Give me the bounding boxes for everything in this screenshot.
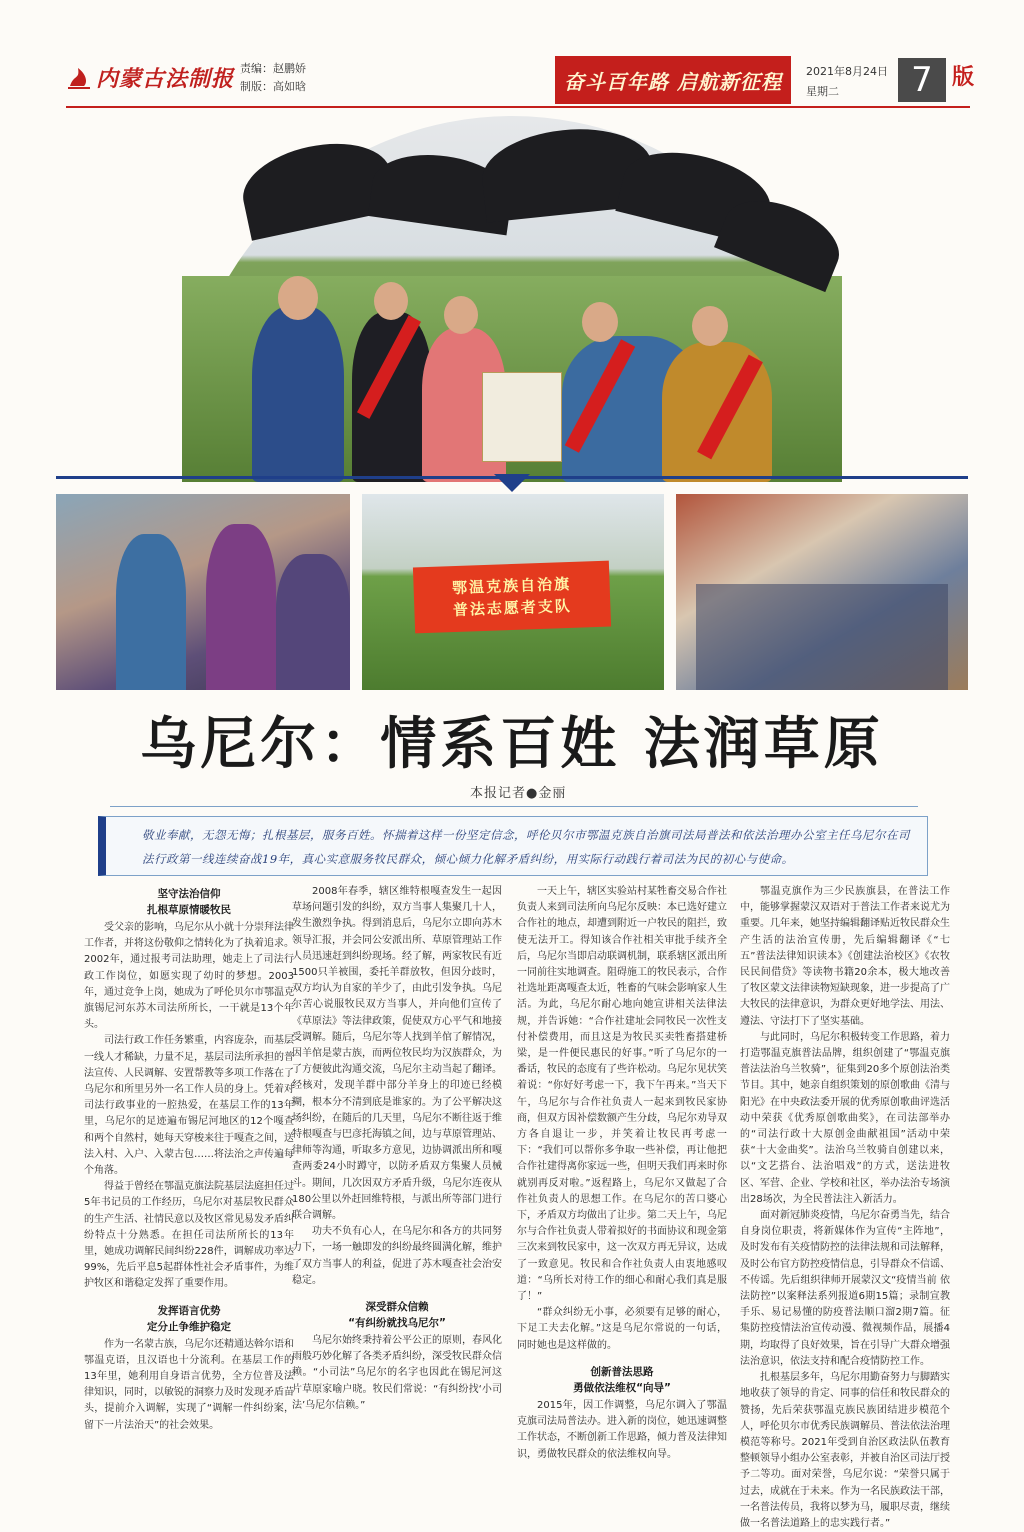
section-title-line: 坚守法治信仰 [157,888,221,900]
column-2 [292,884,502,1480]
masthead [0,0,1024,112]
banner-line-1: 鄂温克族自治旗 [451,574,572,598]
paragraph: 得益于曾经在鄂温克旗法院基层法庭担任过5年书记员的工作经历，乌尼尔对基层牧民群众的生产生活、社情民意以及牧区常见易发矛盾纠纷特点十分熟悉。在担任司法所所长的13年里，她成功调解民间纠纷228件，调解成功率达99%，先后平息5起群体性社会矛盾事件，为维护牧区和谐稳定发挥了重要作用。 [84,1181,294,1290]
masthead-rule [66,106,970,108]
crowd [696,584,948,690]
byline: 本报记者●金丽 [470,786,567,801]
weekday-text: 星期二 [806,85,839,98]
person [252,306,344,482]
paragraph: 扎根基层多年，乌尼尔用勤奋努力与脚踏实地收获了领导的肯定、同事的信任和牧民群众的赞扬，先后荣获鄂温克族民族团结进步模范个人，呼伦贝尔市优秀民族调解员、普法依法治理模范等称号。2021年受到自治区政法队伍教育整顿领导小组办公室表彰，并被自治区司法厅授予二等功。面对荣誉，乌尼尔说：“荣誉只属于过去，成就在于未来。作为一名民族政法干部，一名普法传员，我将以梦为马，履职尽责，继续做一名普法道路上的忠实践行者。” [740,1372,950,1529]
logo-text: 内蒙古法制报 [96,65,235,92]
section-title-line: 创新普法思路 [590,1365,654,1378]
person [276,554,350,690]
paragraph: “群众纠纷无小事，必须要有足够的耐心，下足工夫去化解。”这是乌尼尔常说的一句话，同时她也是这样做的。 [517,1307,727,1351]
volunteer-banner [413,561,611,634]
leaflet-stand [482,372,562,462]
person-head [374,282,408,320]
producer-credit: 制版：高如晗 [240,80,306,93]
section-title-line: 扎根草原情暖牧民 [147,904,231,916]
section-title-line: 发挥语言优势 [157,1304,221,1317]
column-4 [740,884,950,1529]
person-head [582,302,618,342]
photo-herdswomen [56,494,350,690]
person [116,534,186,690]
paragraph: 与此同时，乌尼尔积极转变工作思路，着力打造鄂温克旗普法品牌，组织创建了“鄂温克旗普法法治乌兰牧骑”，征集到20多个原创法治类节目。其中，她亲自组织策划的原创歌曲《清与阳光》在中央政法委开展的优秀原创歌曲评选活动中荣获《优秀原创歌曲奖》，在司法部举办的“司法行政十大原创金曲献祖国”活动中荣获“十大金曲奖”。法治乌兰牧骑自创建以来，以“文艺搭台、法治唱戏”的方式，送法进牧区、军营、企业、学校和社区，举办法治专场演出28场次，为全民普法注入新活力。 [740,1031,950,1205]
section-2-title [84,1303,294,1335]
lead-box [98,816,928,876]
section-4-title [517,1364,727,1396]
hero-photo [182,116,842,482]
person-head [692,306,728,346]
page-unit: 版 [952,64,975,90]
banner-line-2: 普法志愿者支队 [452,596,573,620]
section-1-title [84,886,294,918]
section-title-line: 勇做依法维权“向导” [573,1381,671,1394]
article-body [84,884,984,1529]
paragraph: 司法行政工作任务繁重，内容庞杂，而基层一线人才稀缺，力量不足，基层司法所承担的普法宣传、人民调解、安置帮教等多项工作落在了乌尼尔和所里另外一名工作人员的身上。凭着对司法行政事业的一腔热爱，在基层工作的13年里，乌尼尔的足迹遍布锡尼河地区的12个嘎查和两个自然村，她每天穿梭来往于嘎查之间，送法入村、入户、入蒙古包……将法治之声传遍每个角落。 [84,1035,294,1177]
person-head [278,276,318,320]
section-title-line: “有纠纷就找乌尼尔” [348,1317,446,1330]
paragraph: 作为一名蒙古族，乌尼尔还精通达斡尔语和鄂温克语，且汉语也十分流利。在基层工作的13年里，她利用自身语言优势，全方位普及法律知识，同时，以敏锐的洞察力及时发现矛盾苗头，提前介入调解，实现了“调解一件纠纷案，留下一片法治天”的社会效果。 [84,1338,294,1431]
article-headline: 乌尼尔：情系百姓 法润草原 [140,711,884,777]
paragraph: 面对新冠肺炎疫情，乌尼尔奋勇当先，结合自身岗位职责，将新媒体作为宣传“主阵地”，及时发布有关疫情防控的法律法规和司法解释，及时公布官方防控疫情信息，引导群众不信谣、不传谣。先后组织律师开展蒙汉文“疫情当前 依法防控”以案释法系列报道6期15篇；录制宣教手乐、易记易懂的防疫普法顺口溜2期7篇。征集防控疫情法治宣传动漫、微视频作品，展播4期，均取得了良好效果，旨在引导广大群众增强法治意识，依法支持和配合疫情防控工作。 [740,1210,950,1367]
issue-date [806,62,888,102]
slogan-banner [555,56,791,104]
section-title-line: 深受群众信赖 [365,1301,429,1314]
paragraph: 功夫不负有心人，在乌尼尔和各方的共同努力下，一场一触即发的纠纷最终圆满化解，维护了双方当事人的利益，促进了苏木嘎查社会治安稳定。 [292,1226,502,1286]
slogan-text: 奋斗百年路 启航新征程 [564,69,782,94]
section-3-title [292,1299,502,1331]
section-title-line: 定分止争维护稳定 [147,1320,231,1333]
editor-credit: 责编：赵鹏娇 [240,62,306,75]
page-number: 7 [898,58,946,102]
paragraph: 2008年春季，辖区维特根嘎查发生一起因草场问题引发的纠纷，双方当事人集聚几十人，发生激烈争执。得到消息后，乌尼尔立即向苏木领导汇报，并会同公安派出所、草原管理站工作人员迅速赶到纠纷现场。经了解，两家牧民有近1500只羊被围，委托羊群放牧，但因分歧时，双方均认为自家的羊少了，由此引发争执。乌尼尔苦心说服牧民双方当事人，并向他们宣传了《草原法》等法律政策，促使双方心平气和地接受调解。随后，乌尼尔等人找到羊倌了解情况，因羊倌是蒙古族，而两位牧民均为汉族群众，为了方便彼此沟通交流，乌尼尔主动当起了翻译。经核对，发现羊群中部分羊身上的印迹已经模糊，根本分不清到底是谁家的。为了公平解决这场纠纷，在随后的几天里，乌尼尔不断往返于维特根嘎查与巴彦托海镇之间，边与草原管理站、律师等沟通，听取多方意见，边协调派出所和嘎查两委24小时蹲守，以防矛盾双方集聚人员械斗。期间，几次因双方矛盾升级，乌尼尔连夜从180公里以外赶回维特根，与派出所等部门进行联合调解。 [292,886,502,1222]
column-1 [84,884,294,1480]
flame-logo-icon [66,64,92,90]
photo-village-meeting [676,494,968,690]
person-head [444,296,478,334]
paragraph: 一天上午，辖区实验站村某牲畜交易合作社负责人来到司法所向乌尼尔反映：本已选好建立合作社的地点，却遭到附近一户牧民的阻拦，致使无法开工。得知该合作社相关审批手续齐全后，乌尼尔当即启动联调机制，联系辖区派出所一同前往实地调查。阻碍施工的牧民表示，合作社选址距离嘎查太近，牲畜的气味会影响家人生活。为此，乌尼尔耐心地向她宣讲相关法律法规，并告诉她：“合作社建址会同牧民一次性支付补偿费用，而且这是为牧民买卖牲畜搭建桥梁，是一件便民惠民的好事。”听了乌尼尔的一番话，牧民的态度有了些许松动。乌尼尔见状笑着说：“你好好考虑一下，我下午再来。”当天下午，乌尼尔与合作社负责人一起来到牧民家协商，但双方因补偿数额产生分歧，乌尼尔劝导双方各自退让一步，并笑着让牧民再考虑一下：“我们可以帮你多争取一些补偿，再让他把合作社建得离你家远一些，但明天我们再来时你就别再反对啦。”返程路上，乌尼尔又做起了合作社负责人的思想工作。在乌尼尔的苦口婆心下，矛盾双方均做出了让步。第二天上午，乌尼尔与合作社负责人带着拟好的书面协议和现金第三次来到牧民家中，这一次双方再无异议，达成了一致意见。牧民和合作社负责人由衷地感叹道：“乌所长对待工作的细心和耐心我们真是服了！” [517,886,727,1303]
column-3 [517,884,727,1480]
credits [240,60,306,96]
date-text: 2021年8月24日 [806,65,888,78]
person [206,524,276,690]
paragraph: 受父亲的影响，乌尼尔从小就十分崇拜法律工作者，并将这份敬仰之情转化为了执着追求。2002年，通过报考司法助理，她走上了司法行政工作岗位，如愿实现了幼时的梦想。2003年，通过竞争上岗，她成为了呼伦贝尔市鄂温克旗锡尼河东苏木司法所所长，一干就是13个年头。 [84,922,294,1031]
newspaper-logo [66,62,235,92]
paragraph: 鄂温克旗作为三少民族旗县，在普法工作中，能够掌握蒙汉双语对于普法工作者来说尤为重要。几年来，她坚持编辑翻译贴近牧民群众生产生活的法治宣传册，先后编辑翻译《“七五”普法法律知识读本》《创建法治校区》《农牧民民间借贷》等读物书籍20余本，极大地改善了牧区蒙文法律读物短缺现象，进一步提高了广大牧民的法律意识，为群众更好地学法、用法、遵法、守法打下了坚实基础。 [740,886,950,1027]
lead-text: 敬业奉献，无怨无悔；扎根基层，服务百姓。怀揣着这样一份坚定信念，呼伦贝尔市鄂温克族自治旗司法局普法和依法治理办公室主任乌尼尔在司法行政第一线连续奋战19年，真心实意服务牧民群众，倾心倾力化解矛盾纠纷，用实际行动践行着司法为民的初心与使命。 [142,828,910,866]
lead-rule [110,806,918,807]
paragraph: 乌尼尔始终秉持着公平公正的原则，春风化雨般巧妙化解了各类矛盾纠纷，深受牧民群众信赖。“小司法”乌尼尔的名字也因此在锡尼河这片草原家喻户晓。牧民们常说：“有纠纷找‘小司法’乌尼尔信赖。” [292,1335,502,1411]
paragraph: 2015年，因工作调整，乌尼尔调入了鄂温克旗司法局普法办。进入新的岗位，她迅速调整工作状态，不断创新工作思路，倾力普及法律知识，勇做牧民群众的依法维权向导。 [517,1399,727,1460]
pointer-triangle [494,474,530,492]
photo-volunteer-team [362,494,664,690]
